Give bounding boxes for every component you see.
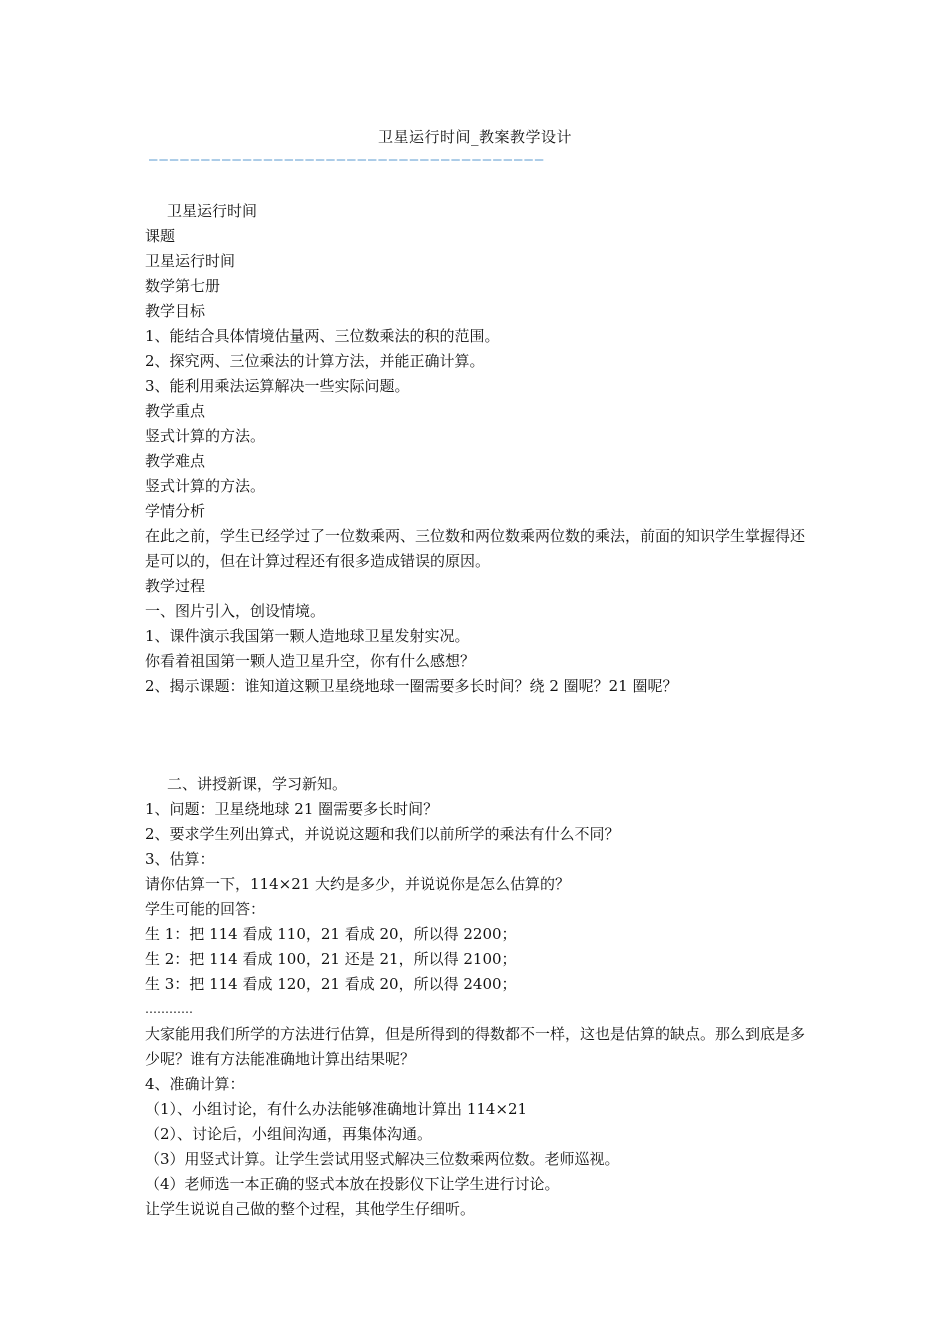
text-line: 生 2：把 114 看成 100，21 还是 21，所以得 2100； <box>145 950 517 968</box>
lesson-plan-section-a <box>145 199 810 699</box>
text-line: 生 1：把 114 看成 110，21 看成 20，所以得 2200； <box>145 925 517 943</box>
text-line: 竖式计算的方法。 <box>145 427 266 445</box>
text-line: 2、要求学生列出算式，并说说这题和我们以前所学的乘法有什么不同？ <box>145 825 620 843</box>
title-divider: —————————————————————————————————————— <box>149 152 546 168</box>
text-line: 课题 <box>145 227 176 245</box>
text-line: ………… <box>145 1002 193 1016</box>
text-line: 生 3：把 114 看成 120，21 看成 20，所以得 2400； <box>145 975 517 993</box>
text-line: 教学目标 <box>145 302 206 320</box>
text-line: 在此之前，学生已经学过了一位数乘两、三位数和两位数乘两位数的乘法，前面的知识学生掌握得还是可以的，但在计算过程还有很多造成错误的原因。 <box>145 527 806 570</box>
text-line: （4）老师选一本正确的竖式本放在投影仪下让学生进行讨论。 <box>145 1175 560 1193</box>
text-line: 二、讲授新课，学习新知。 <box>167 775 348 793</box>
text-line: 3、能利用乘法运算解决一些实际问题。 <box>145 377 410 395</box>
text-line: 卫星运行时间 <box>145 252 236 270</box>
text-line: 大家能用我们所学的方法进行估算，但是所得到的得数都不一样，这也是估算的缺点。那么到底是多少呢？谁有方法能准确地计算出结果呢？ <box>145 1025 806 1068</box>
text-line: 1、课件演示我国第一颗人造地球卫星发射实况。 <box>145 627 470 645</box>
text-line: 竖式计算的方法。 <box>145 477 266 495</box>
text-line: 学情分析 <box>145 502 206 520</box>
text-line: 请你估算一下，114×21 大约是多少，并说说你是怎么估算的？ <box>145 875 571 893</box>
text-line: 你看着祖国第一颗人造卫星升空，你有什么感想？ <box>145 652 476 670</box>
text-line: 2、揭示课题：谁知道这颗卫星绕地球一圈需要多长时间？绕 2 圈呢？21 圈呢？ <box>145 677 678 695</box>
text-line: 4、准确计算： <box>145 1075 245 1093</box>
text-line: （3）用竖式计算。让学生尝试用竖式解决三位数乘两位数。老师巡视。 <box>145 1150 620 1168</box>
text-line: 学生可能的回答： <box>145 900 266 918</box>
document-title: 卫星运行时间_教案教学设计 <box>377 128 572 146</box>
text-line: 教学重点 <box>145 402 206 420</box>
text-line: 2、探究两、三位乘法的计算方法，并能正确计算。 <box>145 352 485 370</box>
lesson-plan-section-b <box>145 772 810 1222</box>
text-line: 3、估算： <box>145 850 215 868</box>
text-line: 让学生说说自己做的整个过程，其他学生仔细听。 <box>145 1200 476 1218</box>
text-line: （2）、讨论后，小组间沟通，再集体沟通。 <box>145 1125 433 1143</box>
text-line: 教学过程 <box>145 577 206 595</box>
text-line: 教学难点 <box>145 452 206 470</box>
text-line: 数学第七册 <box>145 277 221 295</box>
text-line: 一、图片引入，创设情境。 <box>145 602 326 620</box>
text-line: 卫星运行时间 <box>167 202 258 220</box>
text-line: 1、问题：卫星绕地球 21 圈需要多长时间？ <box>145 800 439 818</box>
text-line: （1）、小组讨论，有什么办法能够准确地计算出 114×21 <box>145 1100 528 1118</box>
text-line: 1、能结合具体情境估量两、三位数乘法的积的范围。 <box>145 327 500 345</box>
